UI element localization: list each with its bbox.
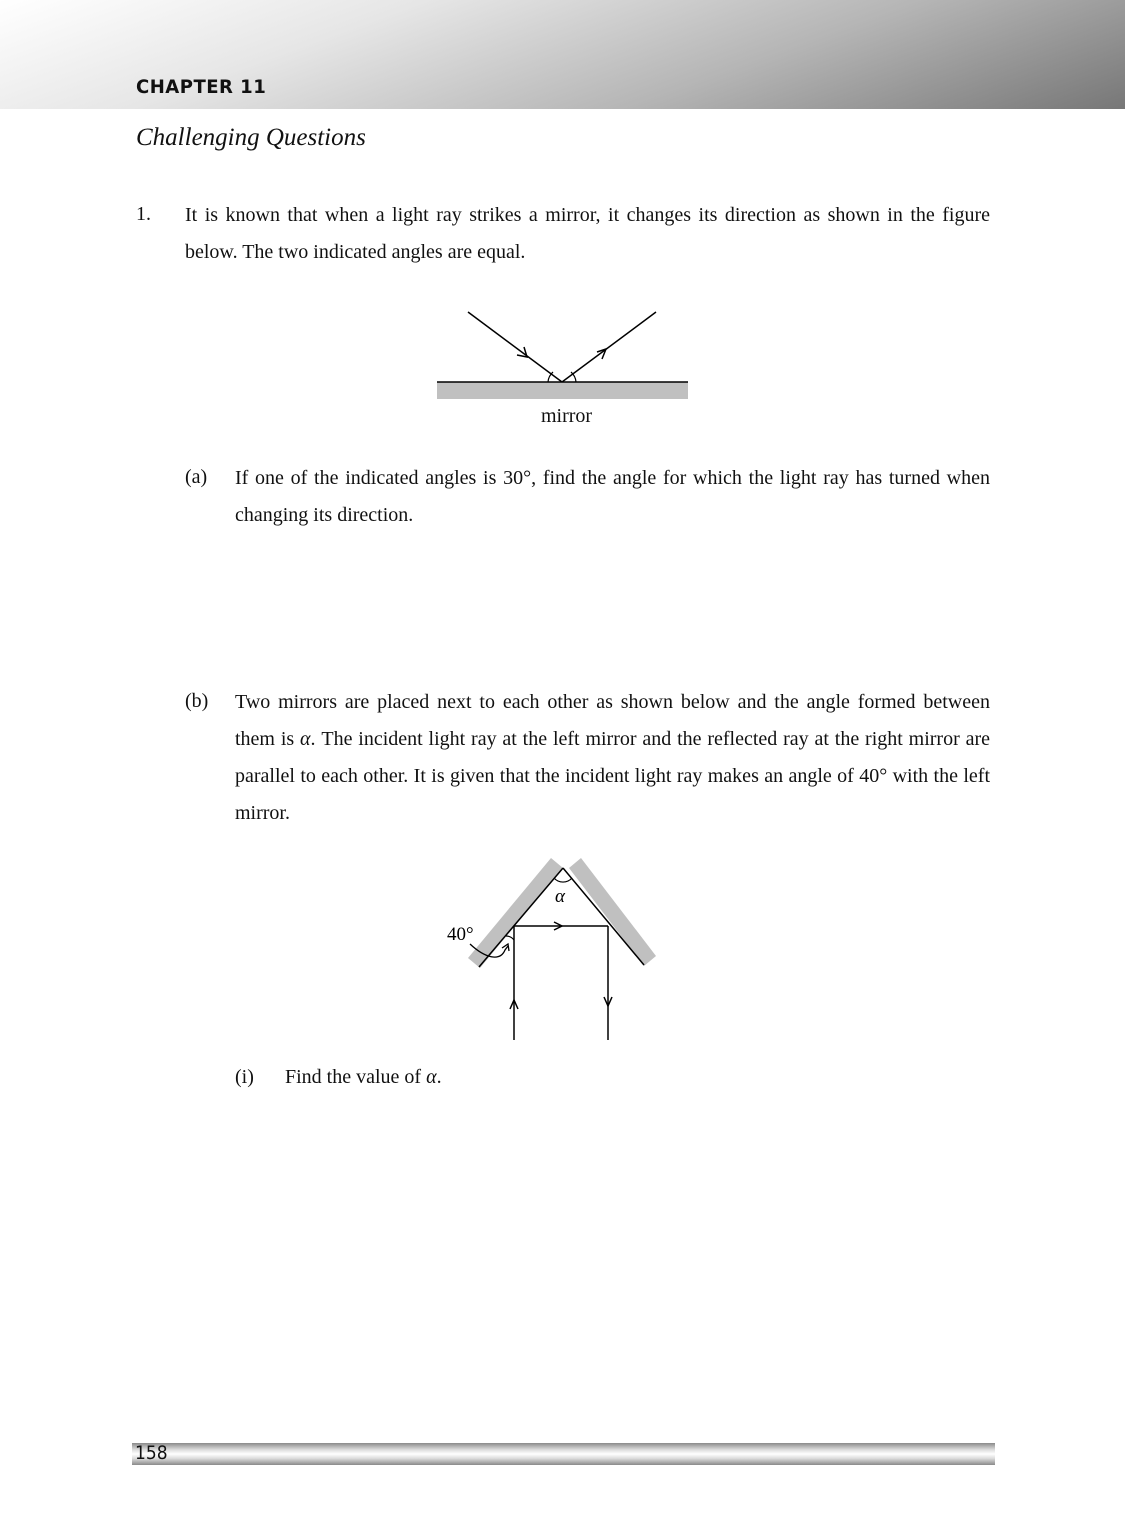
section-title: Challenging Questions	[136, 124, 366, 151]
part-a-text: If one of the indicated angles is 30°, find the angle for which the light ray has turned when changing its direction.	[235, 467, 990, 526]
left-mirror-line	[479, 868, 563, 967]
alpha-symbol: α	[426, 1066, 437, 1088]
mirror-surface	[437, 382, 688, 399]
part-a-label: (a)	[185, 466, 208, 488]
reflected-ray	[562, 312, 656, 382]
forty-degree-label: 40°	[447, 924, 474, 945]
question-number: 1.	[136, 203, 151, 225]
alpha-angle-arc	[554, 878, 572, 882]
alpha-symbol: α	[300, 728, 311, 750]
two-mirrors-figure	[430, 850, 670, 1050]
sub-i-text-start: Find the value of	[285, 1066, 427, 1088]
part-b-text	[235, 684, 990, 832]
question-text: It is known that when a light ray strikes a mirror, it changes its direction as shown in the figure below. The two indicated angles are equal.	[185, 204, 990, 263]
footer-bar	[132, 1443, 995, 1465]
page-number: 158	[135, 1442, 168, 1464]
incident-ray	[468, 312, 562, 382]
sub-i-period: .	[436, 1066, 442, 1088]
part-b-label: (b)	[185, 690, 209, 712]
part-b-text-end: . The incident light ray at the left mirror and the reflected ray at the right mirror are parallel to each other. It is given that the incident light ray makes an angle of 40° with the left mirror.	[235, 728, 990, 824]
part-b-text-start: Two mirrors are placed next to each other as shown below and the angle formed between them is	[235, 691, 990, 750]
right-mirror	[569, 858, 656, 966]
right-mirror-line	[563, 868, 644, 965]
left-mirror	[468, 858, 563, 968]
mirror-label: mirror	[541, 405, 593, 427]
forty-degree-arc	[506, 936, 514, 940]
chapter-heading: CHAPTER 11	[136, 76, 267, 98]
sub-i-text	[285, 1066, 442, 1089]
alpha-label: α	[555, 886, 565, 907]
sub-i-label: (i)	[235, 1066, 254, 1088]
